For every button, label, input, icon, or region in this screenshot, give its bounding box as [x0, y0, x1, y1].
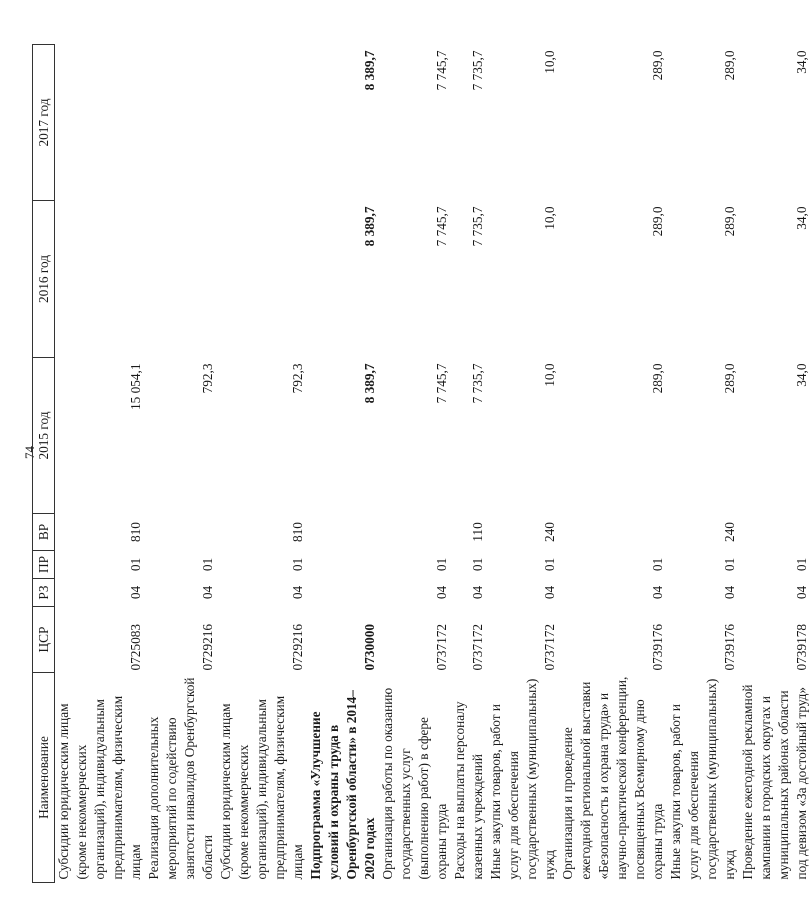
cell-y2015: 289,0 — [722, 363, 737, 394]
cell-rz: 04 — [434, 585, 449, 600]
cell-name: Субсидии юридическим лицам (кроме некоммерческих организаций), индивидуальным предпринимателям, физическим лицам — [218, 695, 305, 880]
cell-rz: 04 — [722, 585, 737, 600]
header-name: Наименование — [33, 673, 55, 883]
cell-name: Расходы на выплаты персоналу казенных учреждений — [452, 701, 485, 880]
cell-csr: 0739178 — [794, 623, 809, 671]
table-row — [667, 45, 739, 883]
cell-pr: 01 — [200, 557, 215, 572]
cell-vr: 810 — [128, 522, 143, 542]
header-row — [33, 45, 55, 883]
cell-vr: 240 — [542, 522, 557, 542]
header-2015: 2015 год — [33, 358, 55, 514]
header-2016: 2016 год — [33, 201, 55, 358]
cell-rz: 04 — [794, 585, 809, 600]
table-row — [487, 45, 559, 883]
cell-y2017 — [145, 45, 217, 201]
cell-name: Иные закупки товаров, работ и услуг для обеспечения государственных (муниципальных) нужд — [668, 678, 737, 880]
cell-y2015: 7 735,7 — [470, 363, 485, 404]
header-vr: ВР — [33, 514, 55, 551]
cell-y2015: 792,3 — [200, 363, 215, 394]
cell-vr — [559, 514, 667, 551]
cell-pr — [307, 551, 379, 579]
cell-vr — [145, 514, 217, 551]
table-body — [55, 45, 811, 883]
cell-y2015: 10,0 — [542, 363, 557, 387]
cell-y2015: 7 745,7 — [434, 363, 449, 404]
cell-y2017 — [55, 45, 146, 201]
cell-y2017: 34,0 — [794, 50, 809, 74]
cell-csr: 0730000 — [362, 623, 377, 671]
page-number: 74 — [22, 446, 37, 459]
cell-pr: 01 — [542, 557, 557, 572]
cell-y2016: 289,0 — [650, 206, 665, 237]
cell-y2016: 34,0 — [794, 206, 809, 230]
cell-name: Субсидии юридическим лицам (кроме некоммерческих организаций), индивидуальным предпринимателям, физическим лицам — [56, 695, 143, 880]
header-2017: 2017 год — [33, 45, 55, 201]
cell-name: Организация работы по оказанию государственных услуг (выполнению работ) в сфере охраны труда — [380, 687, 449, 880]
cell-vr — [379, 514, 451, 551]
table-row — [559, 45, 667, 883]
cell-csr: 0737172 — [470, 623, 485, 671]
cell-csr: 0729216 — [200, 623, 215, 671]
cell-y2017: 10,0 — [542, 50, 557, 74]
cell-y2016 — [217, 201, 307, 358]
cell-vr — [307, 514, 379, 551]
cell-rz: 04 — [470, 585, 485, 600]
cell-csr: 0739176 — [650, 623, 665, 671]
cell-pr: 01 — [650, 557, 665, 572]
table-row — [307, 45, 379, 883]
cell-y2017: 289,0 — [722, 50, 737, 81]
header-rz: РЗ — [33, 579, 55, 607]
table-header — [33, 45, 55, 883]
cell-pr: 01 — [128, 557, 143, 572]
cell-vr — [739, 514, 811, 551]
cell-csr: 0737172 — [434, 623, 449, 671]
cell-y2015: 792,3 — [290, 363, 305, 394]
cell-pr: 01 — [722, 557, 737, 572]
cell-name: Реализация дополнительных мероприятий по содействию занятости инвалидов Оренбургской области — [146, 677, 215, 880]
cell-y2015: 34,0 — [794, 363, 809, 387]
cell-y2015: 8 389,7 — [362, 363, 377, 404]
cell-y2016 — [55, 201, 146, 358]
cell-y2016: 10,0 — [542, 206, 557, 230]
cell-rz: 04 — [200, 585, 215, 600]
cell-name: Проведение ежегодной рекламной кампании в городских округах и муниципальных районах области под девизом «За достойный труд» — [740, 684, 809, 880]
cell-y2016: 8 389,7 — [362, 206, 377, 247]
cell-rz: 04 — [650, 585, 665, 600]
cell-y2016: 289,0 — [722, 206, 737, 237]
cell-csr: 0725083 — [128, 623, 143, 671]
cell-rz: 04 — [128, 585, 143, 600]
table-row — [55, 45, 146, 883]
cell-pr: 01 — [470, 557, 485, 572]
cell-csr: 0739176 — [722, 623, 737, 671]
cell-csr: 0729216 — [290, 623, 305, 671]
table-row — [451, 45, 487, 883]
cell-vr: 110 — [470, 522, 485, 542]
table-row — [379, 45, 451, 883]
cell-pr: 01 — [794, 557, 809, 572]
cell-csr: 0737172 — [542, 623, 557, 671]
cell-y2016: 7 735,7 — [470, 206, 485, 247]
cell-y2015: 289,0 — [650, 363, 665, 394]
cell-y2017: 289,0 — [650, 50, 665, 81]
cell-name: Подпрограмма «Улучшение условий и охраны труда в Оренбургской области» в 2014–2020 годах — [308, 690, 377, 880]
table-row — [739, 45, 811, 883]
cell-rz — [307, 579, 379, 607]
cell-rz: 04 — [290, 585, 305, 600]
cell-vr: 240 — [722, 522, 737, 542]
cell-y2016 — [145, 201, 217, 358]
budget-table — [32, 44, 811, 883]
table-row — [217, 45, 307, 883]
header-csr: ЦСР — [33, 607, 55, 673]
cell-rz: 04 — [542, 585, 557, 600]
cell-vr: 810 — [290, 522, 305, 542]
cell-y2017: 7 735,7 — [470, 50, 485, 91]
cell-pr: 01 — [290, 557, 305, 572]
cell-y2017 — [217, 45, 307, 201]
cell-y2016: 7 745,7 — [434, 206, 449, 247]
cell-y2017: 7 745,7 — [434, 50, 449, 91]
cell-pr: 01 — [434, 557, 449, 572]
cell-y2017: 8 389,7 — [362, 50, 377, 91]
header-pr: ПР — [33, 551, 55, 579]
cell-name: Организация и проведение ежегодной региональной выставки «Безопасность и охрана труда» и научно-практической конференции, посвященных Всемирному дню охраны труда — [560, 676, 665, 880]
cell-y2015: 15 054,1 — [128, 363, 143, 411]
cell-name: Иные закупки товаров, работ и услуг для обеспечения государственных (муниципальных) нужд — [488, 678, 557, 880]
table-row — [145, 45, 217, 883]
